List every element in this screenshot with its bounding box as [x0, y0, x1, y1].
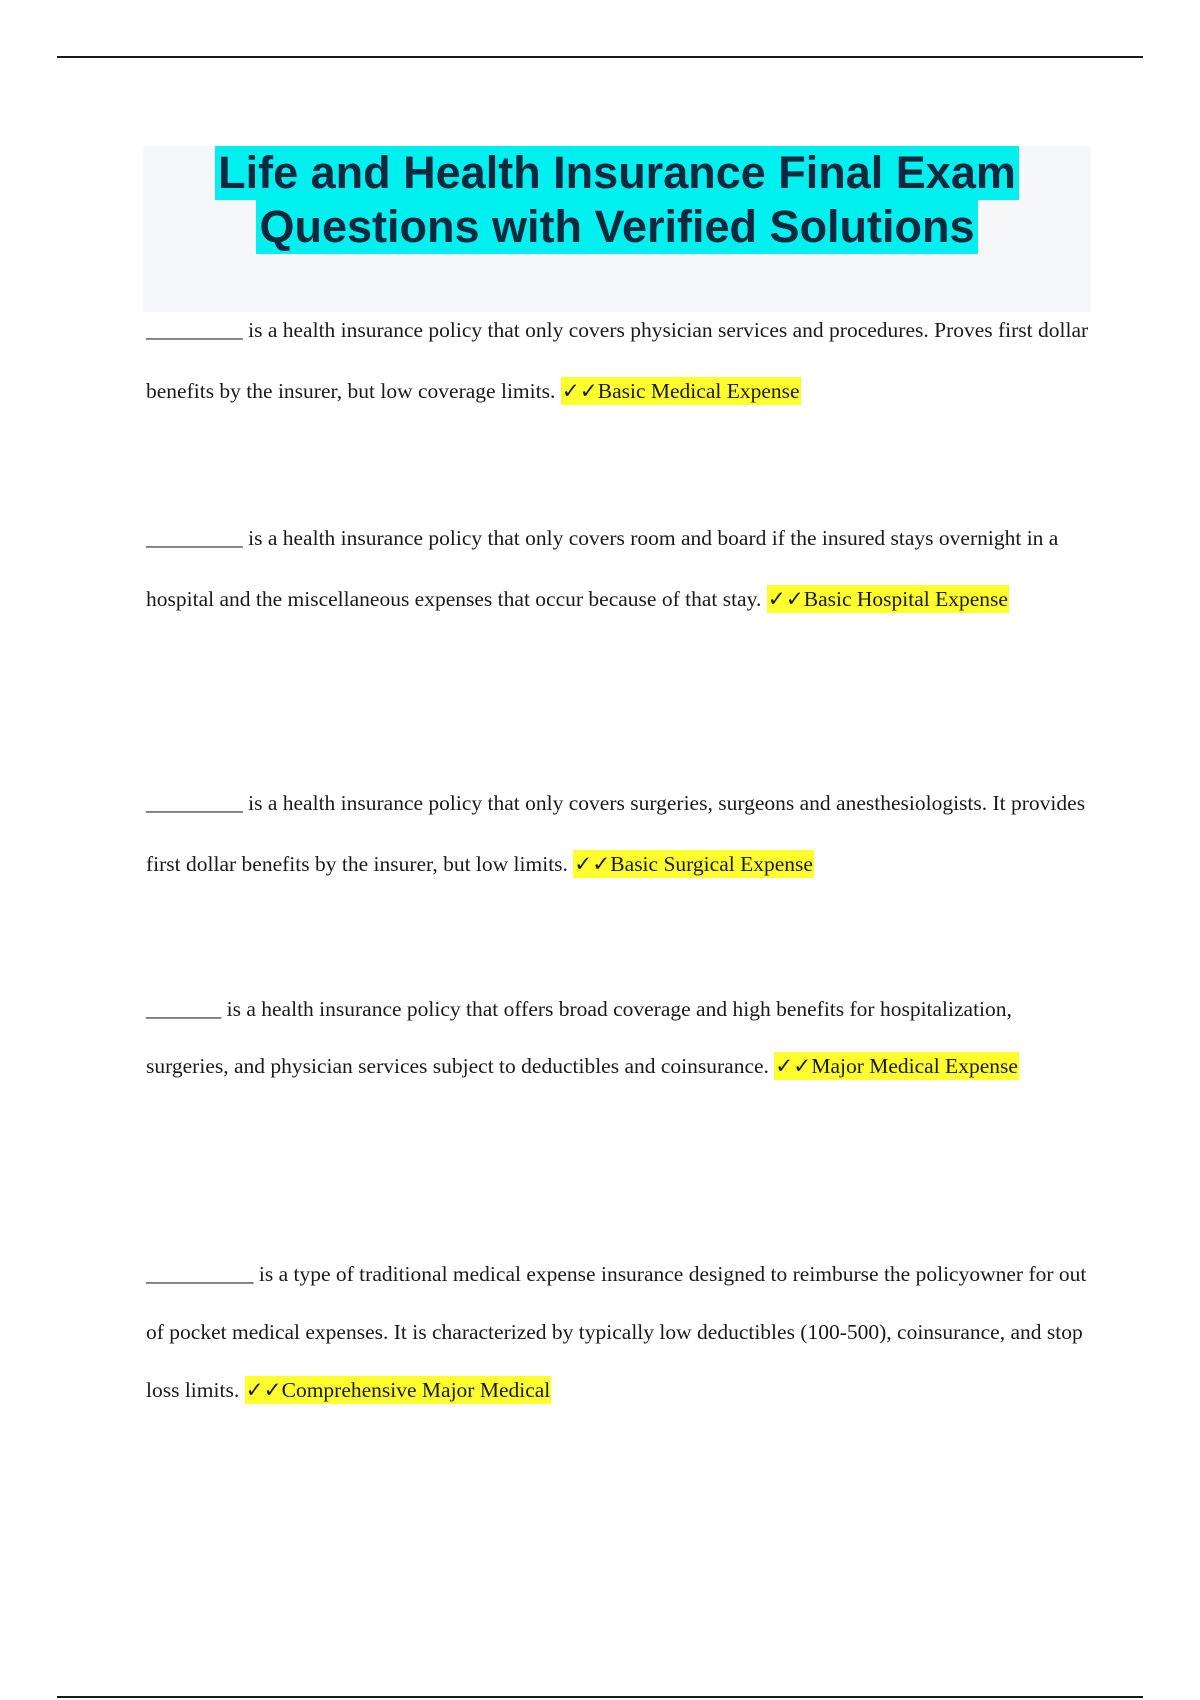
blank-line: _________: [146, 318, 243, 342]
document-title-line-2: Questions with Verified Solutions: [256, 200, 977, 254]
title-block: [143, 146, 1091, 312]
qa-item: [146, 300, 1096, 422]
question-text: is a health insurance policy that only covers physician services and procedures. Proves first dollar benefits by the insurer, but low coverage limits.: [146, 318, 1089, 403]
answer-highlight: ✓✓Basic Hospital Expense: [767, 587, 1008, 611]
answer-highlight: ✓✓Major Medical Expense: [775, 1054, 1018, 1078]
question-text: is a health insurance policy that only covers room and board if the insured stays overnight in a hospital and the miscellaneous expenses that occur because of that stay.: [146, 526, 1059, 611]
blank-line: _________: [146, 791, 243, 815]
bottom-rule: [57, 1696, 1143, 1698]
document-title-line-1: Life and Health Insurance Final Exam: [215, 146, 1019, 200]
blank-line: __________: [146, 1262, 254, 1286]
qa-item: [146, 773, 1096, 895]
qa-item: [146, 1245, 1096, 1419]
question-text: is a health insurance policy that only covers surgeries, surgeons and anesthesiologists. It provides first dollar benefits by the insurer, but low limits.: [146, 791, 1086, 876]
blank-line: _________: [146, 526, 243, 550]
answer-highlight: ✓✓Basic Medical Expense: [561, 379, 800, 403]
answer-highlight: ✓✓Comprehensive Major Medical: [245, 1378, 551, 1402]
top-rule: [57, 56, 1143, 58]
question-text: is a type of traditional medical expense insurance designed to reimburse the policyowner for out of pocket medical expenses. It is characterized by typically low deductibles (100-500), coinsurance, and stop loss limits.: [146, 1262, 1087, 1402]
question-text: is a health insurance policy that offers broad coverage and high benefits for hospitalization, surgeries, and physician services subject to deductibles and coinsurance.: [146, 997, 1012, 1078]
qa-item: [146, 508, 1096, 630]
qa-item: [146, 981, 1096, 1095]
answer-highlight: ✓✓Basic Surgical Expense: [574, 852, 813, 876]
blank-line: _______: [146, 997, 222, 1021]
